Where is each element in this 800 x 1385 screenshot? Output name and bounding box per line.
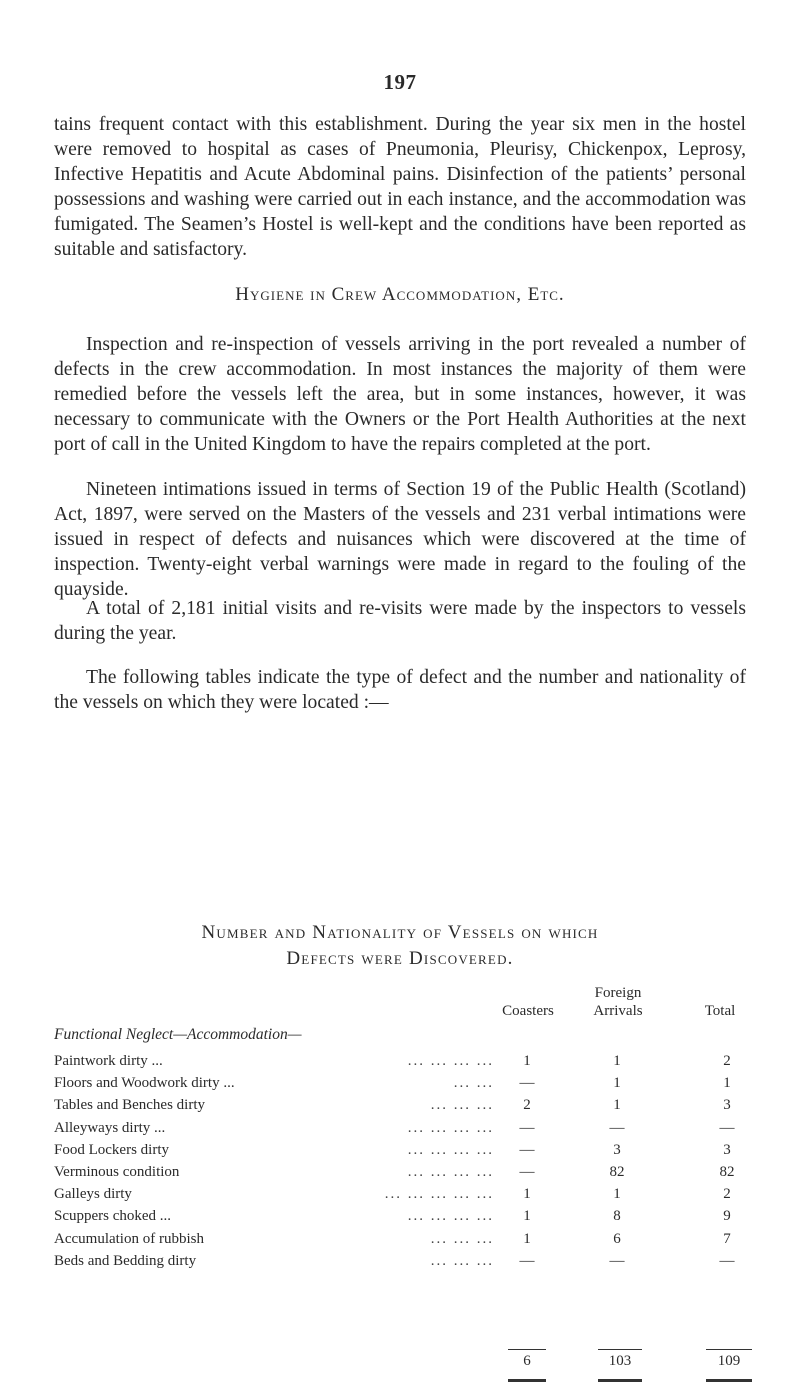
double-rule-coasters — [508, 1379, 546, 1382]
table-title-line1: Number and Nationality of Vessels on which — [201, 922, 599, 943]
row-leader-dots: ... ... ... ... — [407, 1208, 494, 1225]
cell-total: 2 — [723, 1186, 731, 1203]
row-label: Galleys dirty — [54, 1186, 132, 1203]
table-title-line2: Defects were Discovered. — [286, 948, 514, 969]
table-title — [0, 920, 800, 972]
cell-coasters: 2 — [523, 1097, 531, 1114]
cell-coasters: — — [519, 1164, 535, 1180]
cell-foreign: 1 — [613, 1097, 621, 1114]
table-row — [54, 1050, 774, 1072]
paragraph-tables-intro: The following tables indicate the type of defect and the number and nationality of the vessels on which they were located :— — [54, 667, 746, 713]
cell-foreign: 3 — [613, 1141, 621, 1158]
paragraph-visits: A total of 2,181 initial visits and re-visits were made by the inspectors to vessels during the year. — [54, 598, 746, 644]
double-rule-foreign — [598, 1379, 642, 1382]
row-leader-dots: ... ... ... ... — [407, 1119, 494, 1136]
row-leader-dots: ... ... ... ... ... — [384, 1186, 494, 1203]
total-total: 109 — [717, 1353, 741, 1369]
cell-coasters: 1 — [523, 1053, 531, 1069]
cell-foreign: 82 — [609, 1164, 625, 1180]
double-rule-total — [706, 1379, 752, 1382]
row-leader-dots: ... ... ... ... — [407, 1164, 494, 1180]
column-rule-foreign — [598, 1349, 642, 1350]
cell-coasters: — — [519, 1119, 535, 1136]
row-label: Beds and Bedding dirty — [54, 1252, 197, 1269]
page-number: 197 — [383, 70, 417, 94]
cell-foreign: 1 — [613, 1075, 621, 1092]
row-label: Scuppers choked ... — [54, 1208, 172, 1225]
cell-coasters: 1 — [523, 1230, 531, 1247]
cell-coasters: — — [519, 1075, 535, 1092]
cell-coasters: — — [519, 1141, 535, 1158]
cell-foreign: — — [609, 1119, 625, 1136]
cell-coasters: — — [519, 1252, 535, 1269]
row-leader-dots: ... ... ... — [430, 1230, 494, 1247]
paragraph-intimations: Nineteen intimations issued in terms of Section 19 of the Public Health (Scotland) Act, 1897, were served on the Masters of the vessels and 231 verbal intimations were issued in respect of defects and nuisances which were discovered at the time of inspection. Twenty-eight verbal warnings were made in regard to the fouling of the quayside. — [54, 479, 746, 600]
cell-coasters: 1 — [523, 1186, 531, 1203]
row-label: Accumulation of rubbish — [54, 1230, 204, 1247]
column-header-foreign-line2: Arrivals — [593, 1003, 643, 1019]
cell-total: — — [719, 1119, 735, 1136]
table-row — [54, 1161, 774, 1183]
cell-total: — — [719, 1252, 735, 1269]
total-coasters: 6 — [523, 1353, 531, 1369]
column-header-coasters: Coasters — [502, 1003, 554, 1019]
row-leader-dots: ... ... ... — [430, 1252, 494, 1269]
table-row — [54, 1205, 774, 1227]
column-header-foreign-arrivals — [568, 984, 668, 1020]
table-row — [54, 1228, 774, 1250]
row-label: Tables and Benches dirty — [54, 1097, 205, 1114]
column-header-total: Total — [704, 1003, 736, 1019]
column-header-foreign-line1: Foreign — [594, 985, 642, 1001]
cell-foreign: — — [609, 1252, 625, 1269]
paragraph-hostel: tains frequent contact with this establishment. During the year six men in the hostel were removed to hospital as cases of Pneumonia, Pleurisy, Chickenpox, Leprosy, Infective Hepatitis and Acute Abdominal pains. Disinfection of the patients’ personal possessions and washing were carried out in each instance, and the accommodation was fumigated. The Seamen’s Hostel is well-kept and the conditions have been reported as suitable and satisfactory. — [54, 114, 746, 260]
row-leader-dots: ... ... — [453, 1075, 494, 1092]
cell-total: 2 — [723, 1053, 731, 1069]
total-foreign: 103 — [608, 1353, 632, 1369]
column-rule-total — [706, 1349, 752, 1350]
cell-total: 3 — [723, 1097, 731, 1114]
table-row — [54, 1139, 774, 1161]
table-section-label: Functional Neglect—Accommodation— — [54, 1026, 302, 1043]
cell-total: 9 — [723, 1208, 731, 1225]
row-label: Floors and Woodwork dirty ... — [54, 1075, 235, 1092]
cell-foreign: 1 — [613, 1053, 621, 1069]
row-leader-dots: ... ... ... — [430, 1097, 494, 1114]
row-label: Paintwork dirty ... — [54, 1053, 163, 1069]
cell-coasters: 1 — [523, 1208, 531, 1225]
row-leader-dots: ... ... ... ... — [407, 1053, 494, 1069]
cell-foreign: 6 — [613, 1230, 621, 1247]
cell-foreign: 1 — [613, 1186, 621, 1203]
table-row — [54, 1183, 774, 1205]
row-leader-dots: ... ... ... ... — [407, 1141, 494, 1158]
column-rule-coasters — [508, 1349, 546, 1350]
cell-total: 1 — [723, 1075, 731, 1092]
cell-total: 82 — [719, 1164, 735, 1180]
table-row — [54, 1117, 774, 1139]
cell-total: 3 — [723, 1141, 731, 1158]
paragraph-inspection: Inspection and re-inspection of vessels arriving in the port revealed a number of defects in the crew accommodation. In most instances the majority of them were remedied before the vessels left the area, but in some instances, however, it was necessary to communicate with the Owners or the Port Health Authorities at the next port of call in the United Kingdom to have the repairs completed at the port. — [54, 334, 746, 455]
table-row — [54, 1250, 774, 1272]
row-label: Verminous condition — [54, 1164, 180, 1180]
row-label: Food Lockers dirty — [54, 1141, 169, 1158]
cell-total: 7 — [723, 1230, 731, 1247]
table-row — [54, 1072, 774, 1094]
section-heading: Hygiene in Crew Accommodation, Etc. — [235, 284, 565, 305]
row-label: Alleyways dirty ... — [54, 1119, 166, 1136]
table-row — [54, 1094, 774, 1116]
cell-foreign: 8 — [613, 1208, 621, 1225]
